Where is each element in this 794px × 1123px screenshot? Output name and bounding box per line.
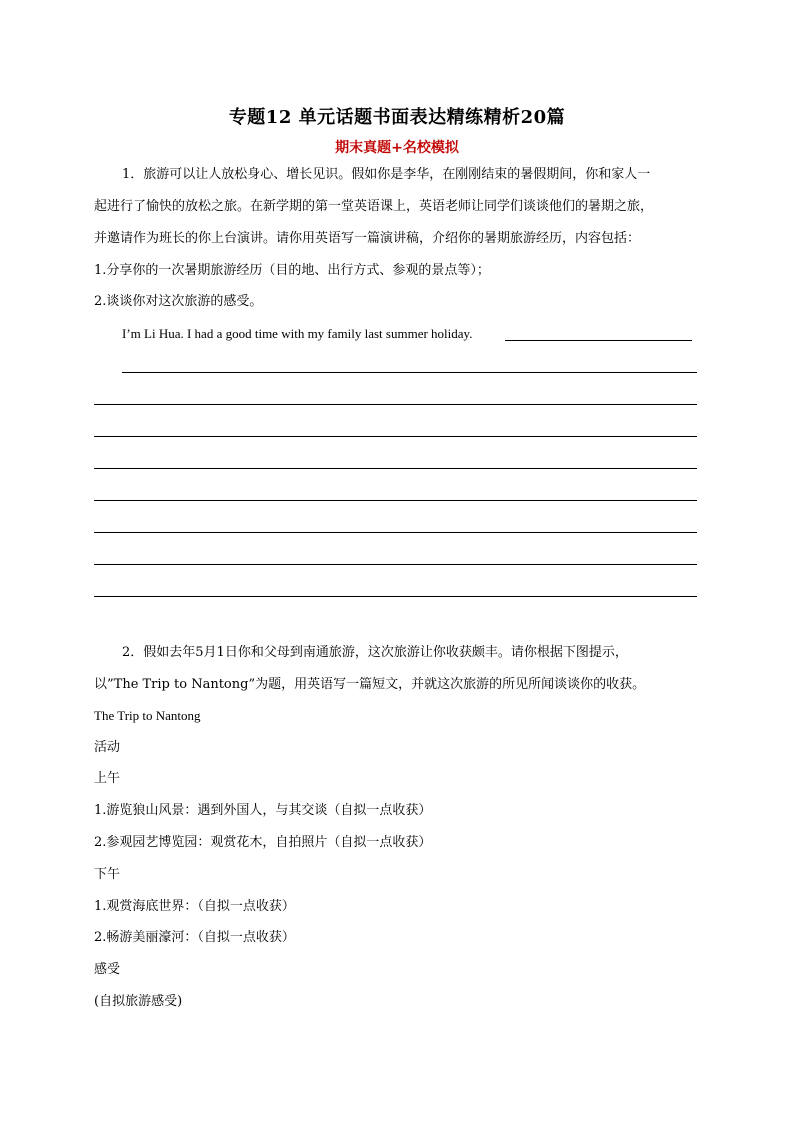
q1-answer-line-6[interactable]: [94, 500, 697, 501]
q1-paragraph-line-1: 1．旅游可以让人放松身心、增长见识。假如你是李华，在刚刚结束的暑假期间，你和家人一: [122, 167, 651, 182]
page-title: 专题12 单元话题书面表达精练精析20篇: [228, 107, 566, 128]
q2-feelings-label: 感受: [94, 962, 121, 977]
q1-paragraph-line-3: 并邀请作为班长的你上台演讲。请你用英语写一篇演讲稿，介绍你的暑期旅游经历，内容包括：: [94, 231, 641, 246]
q2-morning-label: 上午: [94, 771, 121, 786]
q1-point-1: 1.分享你的一次暑期旅游经历（目的地、出行方式、参观的景点等）；: [94, 263, 490, 278]
q2-paragraph-line-2: 以”The Trip to Nantong”为题，用英语写一篇短文，并就这次旅游的所见所闻谈谈你的收获。: [94, 677, 646, 692]
q2-activities-label: 活动: [94, 740, 121, 755]
q1-answer-line-4[interactable]: [94, 436, 697, 437]
q2-morning-item-1: 1.游览狼山风景：遇到外国人，与其交谈（自拟一点收获）: [94, 803, 432, 818]
q2-afternoon-label: 下午: [94, 867, 121, 882]
q1-point-2: 2.谈谈你对这次旅游的感受。: [94, 294, 263, 309]
q1-paragraph-line-2: 起进行了愉快的放松之旅。在新学期的第一堂英语课上，英语老师让同学们谈谈他们的暑期之旅，: [94, 199, 654, 214]
q1-answer-line-9[interactable]: [94, 596, 697, 597]
q2-afternoon-item-2: 2.畅游美丽濠河：（自拟一点收获）: [94, 930, 295, 945]
q2-outline-title: The Trip to Nantong: [94, 708, 201, 723]
q1-answer-line-2[interactable]: [122, 372, 697, 373]
q2-paragraph-line-1: 2．假如去年5月1日你和父母到南通旅游，这次旅游让你收获颇丰。请你根据下图提示，: [122, 645, 628, 660]
q1-answer-line-5[interactable]: [94, 468, 697, 469]
q1-answer-line-1[interactable]: [505, 340, 692, 341]
q2-feelings-item: (自拟旅游感受): [94, 994, 183, 1009]
q1-starter-sentence: I’m Li Hua. I had a good time with my family last summer holiday.: [122, 326, 473, 341]
q2-morning-item-2: 2.参观园艺博览园：观赏花木，自拍照片（自拟一点收获）: [94, 835, 432, 850]
q2-afternoon-item-1: 1.观赏海底世界：（自拟一点收获）: [94, 899, 295, 914]
q1-answer-line-3[interactable]: [94, 404, 697, 405]
q1-answer-line-8[interactable]: [94, 564, 697, 565]
page-subtitle: 期末真题+名校模拟: [335, 140, 459, 156]
q1-answer-line-7[interactable]: [94, 532, 697, 533]
